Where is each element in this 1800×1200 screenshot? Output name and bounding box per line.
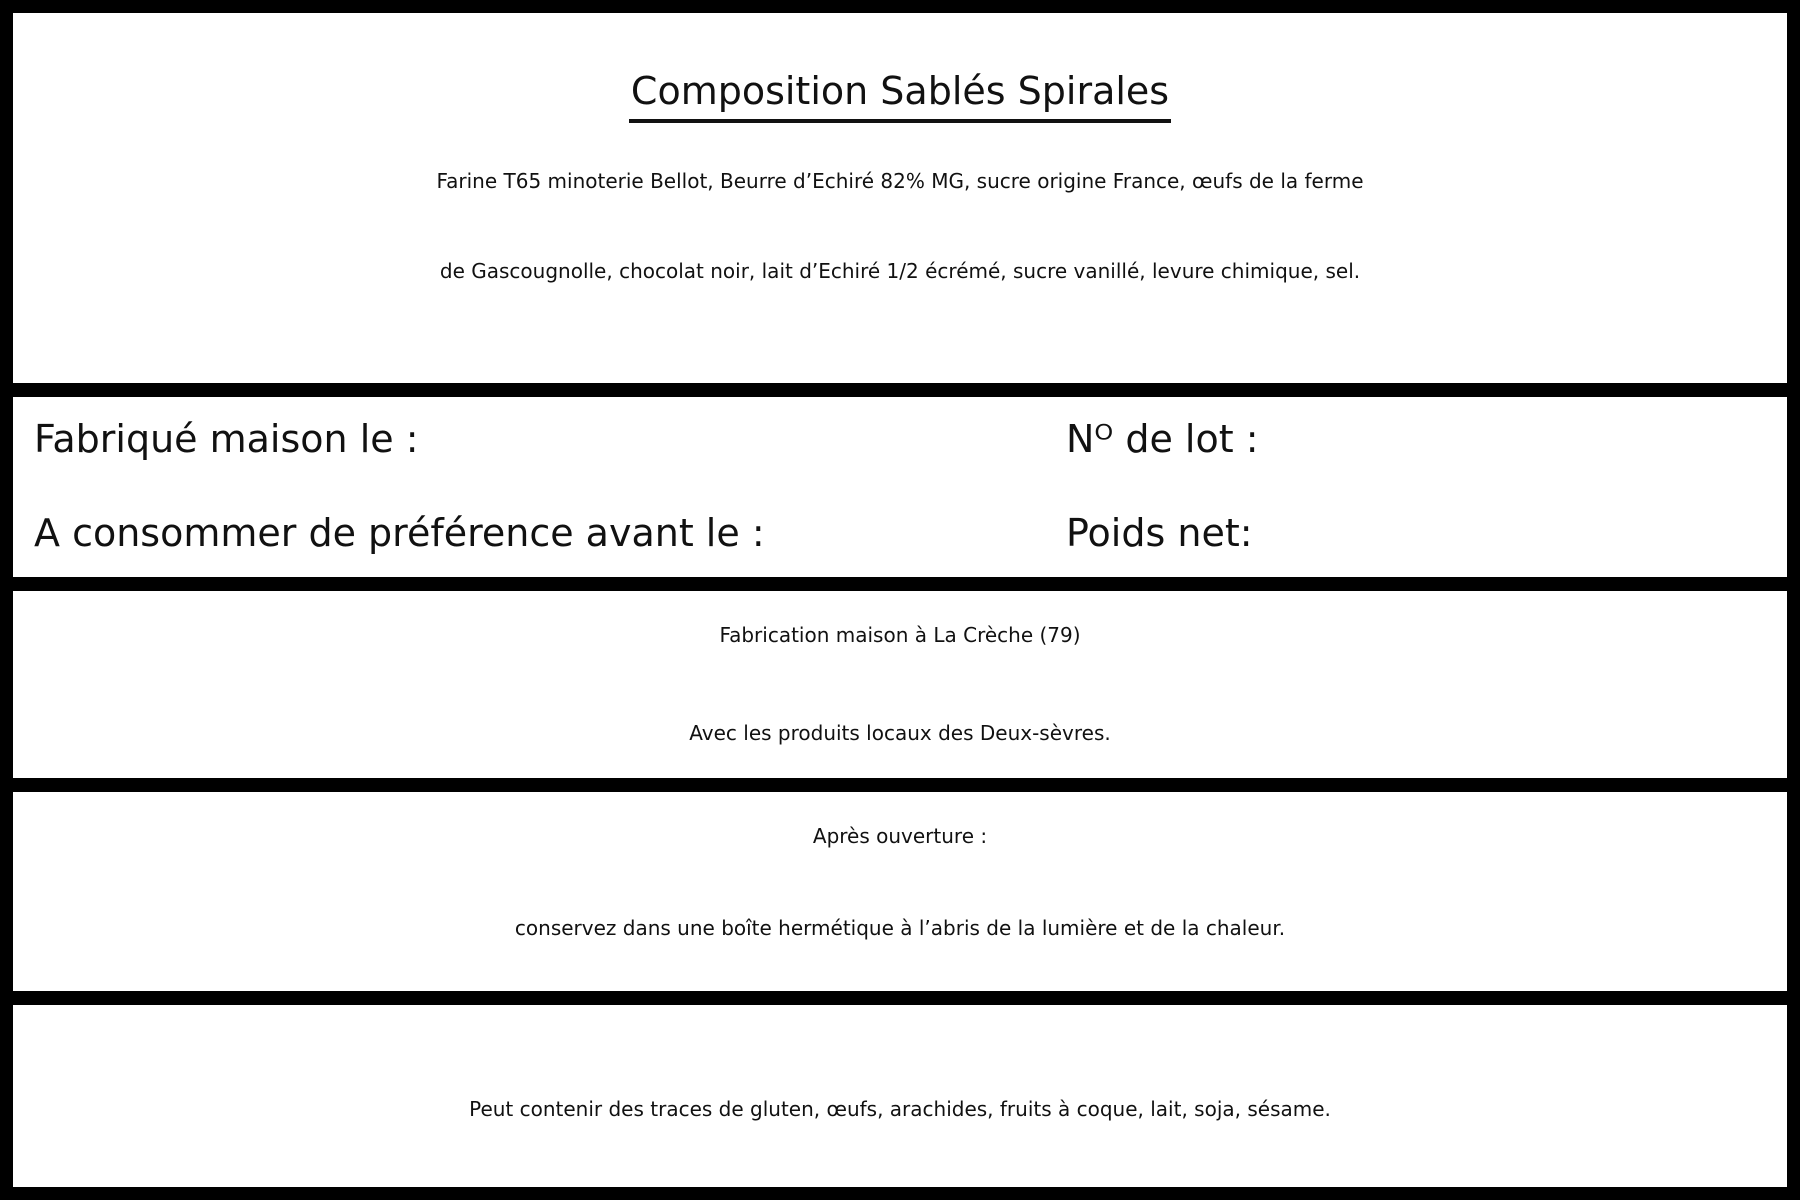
storage-instruction: conservez dans une boîte hermétique à l’abris de la lumière et de la chaleur. — [514, 916, 1286, 940]
ingredients-line-1: Farine T65 minoterie Bellot, Beurre d’Echiré 82% MG, sucre origine France, œufs de la ferme — [436, 169, 1364, 193]
ingredients-line-2: de Gascougnolle, chocolat noir, lait d’Echiré 1/2 écrémé, sucre vanillé, levure chimique, sel. — [439, 259, 1361, 283]
storage-title: Après ouverture : — [812, 824, 988, 848]
composition-panel — [13, 13, 1787, 383]
origin-line-1: Fabrication maison à La Crèche (79) — [719, 623, 1081, 647]
production-info-panel — [13, 397, 1787, 577]
lot-number-label: Nᴼ de lot : — [1066, 417, 1259, 461]
origin-panel — [13, 591, 1787, 778]
composition-title: Composition Sablés Spirales — [13, 67, 1787, 123]
fabrique-date-label: Fabriqué maison le : — [34, 417, 419, 461]
origin-line-2: Avec les produits locaux des Deux-sèvres. — [689, 721, 1111, 745]
storage-panel — [13, 792, 1787, 991]
allergens-panel — [13, 1005, 1787, 1187]
allergens-text: Peut contenir des traces de gluten, œufs, arachides, fruits à coque, lait, soja, sésame. — [469, 1097, 1331, 1121]
net-weight-label: Poids net: — [1066, 511, 1253, 555]
best-before-label: A consommer de préférence avant le : — [34, 511, 765, 555]
